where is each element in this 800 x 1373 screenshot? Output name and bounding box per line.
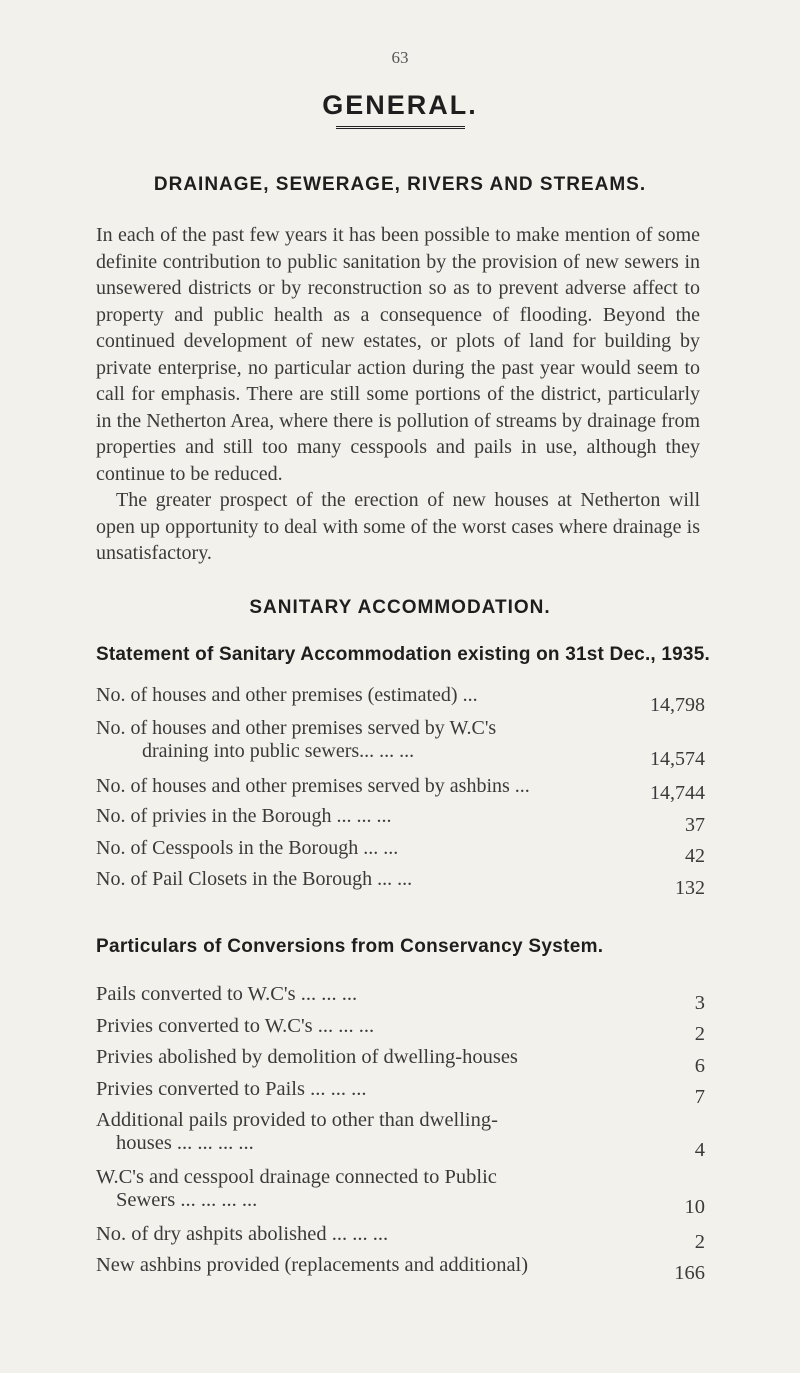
row-label: Privies converted to Pails ... ... ... <box>96 1078 367 1100</box>
row-label: No. of houses and other premises (estimated) ... <box>96 684 478 706</box>
row-label: Pails converted to W.C's ... ... ... <box>96 983 358 1005</box>
table-row <box>96 775 705 805</box>
row-label-continuation: Sewers ... ... ... ... <box>116 1189 258 1211</box>
table-row <box>96 1015 705 1046</box>
table-row <box>96 983 705 1015</box>
row-label <box>96 1109 705 1155</box>
row-value: 132 <box>675 877 705 899</box>
row-label: No. of Pail Closets in the Borough ... ... <box>96 868 413 890</box>
row-label-line: Additional pails provided to other than dwelling- <box>96 1109 498 1131</box>
row-value: 6 <box>694 1055 705 1077</box>
row-label: Privies abolished by demolition of dwelling-houses <box>96 1046 518 1068</box>
drainage-paragraph-1: In each of the past few years it has been possible to make mention of some definite contribution to public sanitation by the provision of new sewers in unsewered districts or by reconstruction so as to prevent adverse affect to property and public health as a consequence of flooding. Beyond the continued development of new estates, or plots of land for building by private enterprise, no particular action during the past year would seem to call for emphasis. There are still some portions of the district, particularly in the Netherton Area, where there is pollution of streams by drainage from properties and still too many cesspools and pails in use, although they continue to be reduced. <box>96 224 700 485</box>
statement-heading: Statement of Sanitary Accommodation existing on 31st Dec., 1935. <box>96 644 710 665</box>
page-number: 63 <box>391 48 409 67</box>
row-label-continuation: draining into public sewers... ... ... <box>142 740 415 762</box>
table-row <box>96 805 705 837</box>
row-label-line: No. of houses and other premises served by W.C's <box>96 717 497 739</box>
row-label <box>96 1166 705 1212</box>
row-value: 2 <box>694 1231 705 1253</box>
row-value: 4 <box>694 1139 705 1161</box>
row-label: No. of privies in the Borough ... ... ... <box>96 805 392 827</box>
drainage-paragraph-2: The greater prospect of the erection of new houses at Netherton will open up opportunity to deal with some of the worst cases where drainage is unsatisfactory. <box>96 489 700 564</box>
table-row <box>96 868 705 900</box>
statement-table <box>96 684 705 900</box>
row-value: 10 <box>684 1196 705 1218</box>
row-label <box>96 717 705 763</box>
table-row <box>96 1223 705 1254</box>
row-label: New ashbins provided (replacements and additional) <box>96 1254 529 1276</box>
row-value: 7 <box>694 1086 705 1108</box>
conversions-heading: Particulars of Conversions from Conservancy System. <box>96 936 604 957</box>
row-value: 14,744 <box>650 782 705 804</box>
table-row <box>96 1078 705 1109</box>
table-row <box>96 1109 705 1166</box>
row-label: Privies converted to W.C's ... ... ... <box>96 1015 375 1037</box>
row-value: 2 <box>694 1023 705 1045</box>
row-label: No. of Cesspools in the Borough ... ... <box>96 837 399 859</box>
table-row <box>96 1166 705 1223</box>
table-row <box>96 717 705 775</box>
drainage-text <box>96 222 700 567</box>
row-label-continuation: houses ... ... ... ... <box>116 1132 254 1154</box>
row-value: 14,798 <box>650 694 705 716</box>
row-label: No. of dry ashpits abolished ... ... ... <box>96 1223 389 1245</box>
row-label: No. of houses and other premises served by ashbins ... <box>96 775 530 797</box>
table-row <box>96 1046 705 1078</box>
row-value: 42 <box>685 845 705 867</box>
table-row <box>96 837 705 868</box>
row-label-line: W.C's and cesspool drainage connected to Public <box>96 1166 497 1188</box>
table-row <box>96 1254 705 1285</box>
table-row <box>96 684 705 717</box>
row-value: 166 <box>674 1262 705 1284</box>
row-value: 3 <box>694 992 705 1014</box>
heading-underline <box>336 126 465 129</box>
sanitary-heading: SANITARY ACCOMMODATION. <box>249 597 551 618</box>
drainage-heading: DRAINAGE, SEWERAGE, RIVERS AND STREAMS. <box>153 174 647 195</box>
row-value: 14,574 <box>650 748 705 770</box>
main-heading: GENERAL. <box>322 90 478 120</box>
row-value: 37 <box>685 814 705 836</box>
conversions-table <box>96 983 705 1285</box>
